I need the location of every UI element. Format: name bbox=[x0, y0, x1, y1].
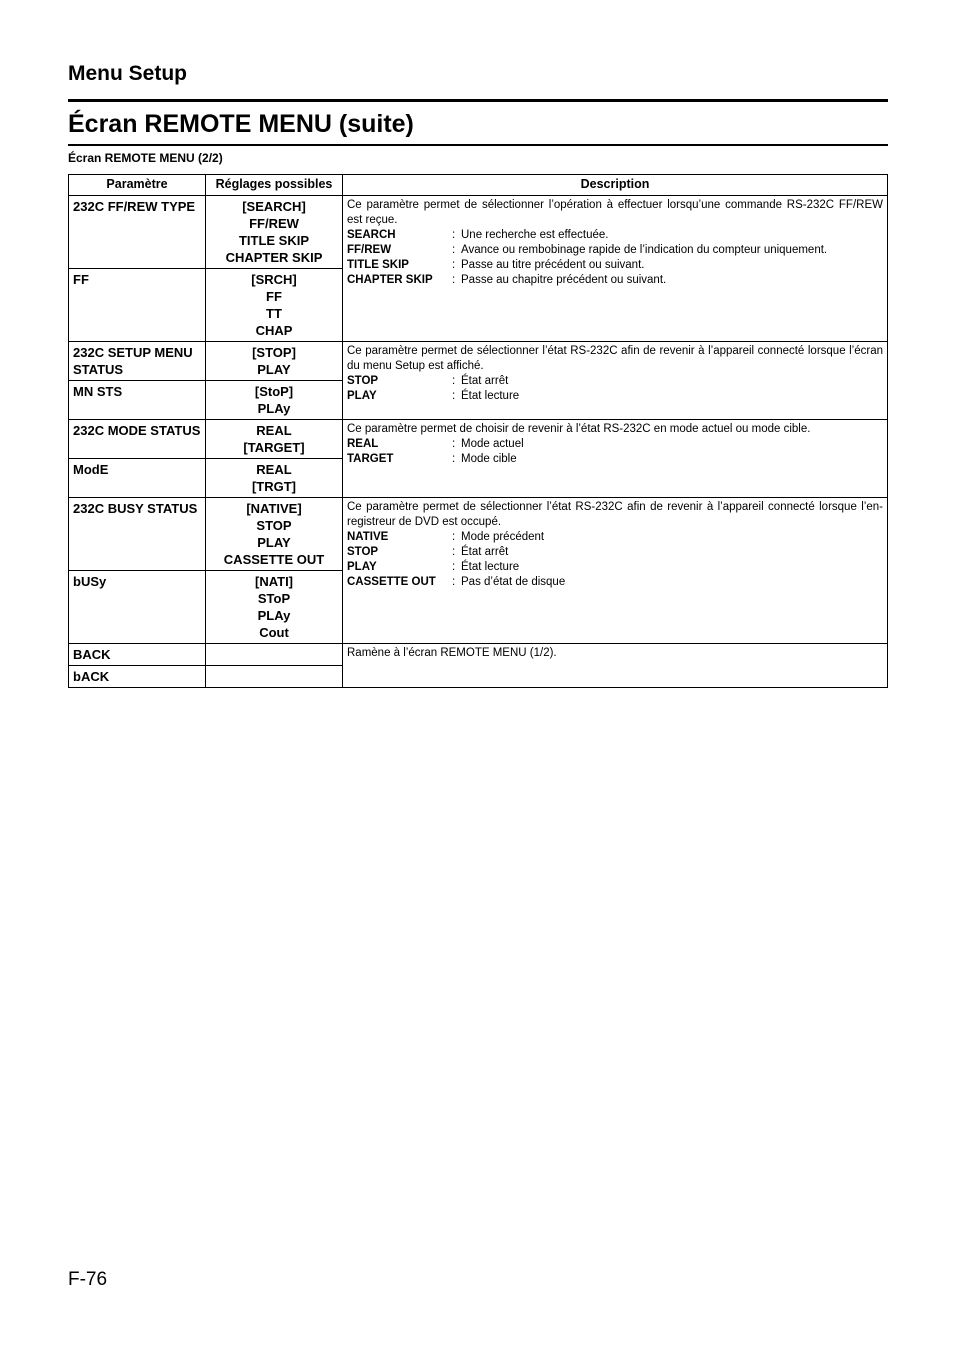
setting-value: TT bbox=[266, 306, 282, 321]
parameter-cell: bACK bbox=[69, 666, 206, 688]
setting-value: CHAP bbox=[255, 323, 293, 338]
option-value: Avance ou rembobinage rapide de l’indication du compteur uniquement. bbox=[461, 244, 828, 256]
setting-value: [STOP] bbox=[252, 345, 296, 360]
page-title: Écran REMOTE MENU (suite) bbox=[68, 110, 414, 138]
option-separator: : bbox=[452, 576, 456, 588]
option-separator: : bbox=[452, 531, 456, 543]
setting-value: REAL bbox=[256, 423, 292, 438]
settings-cell bbox=[206, 666, 343, 688]
settings-cell bbox=[206, 196, 343, 269]
column-header-settings: Réglages possibles bbox=[206, 175, 343, 196]
parameter-table bbox=[68, 174, 888, 688]
parameter-cell: MN STS bbox=[69, 381, 206, 420]
description-cell bbox=[343, 420, 888, 498]
setting-value: PLAY bbox=[257, 535, 291, 550]
option-value: Une recherche est effectuée. bbox=[461, 229, 609, 241]
setting-value: SToP bbox=[257, 591, 291, 606]
option-value: État arrêt bbox=[461, 546, 509, 558]
option-value: Passe au titre précédent ou suivant. bbox=[461, 259, 645, 271]
parameter-cell: BACK bbox=[69, 644, 206, 666]
option-value: Mode actuel bbox=[461, 438, 524, 450]
table-row bbox=[69, 420, 888, 459]
settings-cell bbox=[206, 342, 343, 381]
section-divider bbox=[68, 99, 888, 102]
description-text: Ce paramètre permet de sélectionner l’état RS-232C afin de revenir à l’appareil connecté lorsque l’enregistreur de DVD est occupé. bbox=[347, 501, 883, 528]
option-separator: : bbox=[452, 561, 456, 573]
option-line bbox=[347, 560, 883, 575]
setting-value: REAL bbox=[256, 462, 292, 477]
option-key: PLAY bbox=[347, 561, 377, 573]
option-separator: : bbox=[452, 390, 456, 402]
option-separator: : bbox=[452, 229, 456, 241]
settings-cell bbox=[206, 498, 343, 571]
description-cell bbox=[343, 644, 888, 688]
setting-value: PLAy bbox=[257, 401, 291, 416]
table-row bbox=[69, 342, 888, 381]
option-line bbox=[347, 575, 883, 590]
option-line bbox=[347, 374, 883, 389]
column-header-description: Description bbox=[343, 175, 888, 196]
option-key: FF/REW bbox=[347, 244, 392, 256]
table-body bbox=[69, 196, 888, 688]
option-line bbox=[347, 545, 883, 560]
description-cell bbox=[343, 342, 888, 420]
setting-value: FF bbox=[266, 289, 282, 304]
option-line bbox=[347, 389, 883, 404]
section-title: Menu Setup bbox=[68, 62, 187, 85]
table-row bbox=[69, 196, 888, 269]
settings-cell bbox=[206, 269, 343, 342]
option-value: Passe au chapitre précédent ou suivant. bbox=[461, 274, 667, 286]
setting-value: Cout bbox=[259, 625, 289, 640]
option-separator: : bbox=[452, 375, 456, 387]
setting-value: PLAy bbox=[257, 608, 291, 623]
description-text: Ce paramètre permet de choisir de revenir à l’état RS-232C en mode actuel ou mode cible. bbox=[347, 423, 811, 435]
option-key: REAL bbox=[347, 438, 379, 450]
description-cell bbox=[343, 498, 888, 644]
setting-value: [SRCH] bbox=[251, 272, 297, 287]
parameter-cell: 232C FF/REW TYPE bbox=[69, 196, 206, 269]
option-value: Pas d’état de disque bbox=[461, 576, 566, 588]
setting-value: [TRGT] bbox=[251, 479, 297, 494]
option-value: État lecture bbox=[461, 390, 520, 402]
table-header-row bbox=[69, 175, 888, 196]
option-separator: : bbox=[452, 244, 456, 256]
description-text: Ce paramètre permet de sélectionner l’opération à effectuer lorsqu’une commande RS-232C FF/REW est reçue. bbox=[347, 199, 883, 226]
settings-cell bbox=[206, 381, 343, 420]
option-key: STOP bbox=[347, 546, 379, 558]
parameter-cell: FF bbox=[69, 269, 206, 342]
description-cell bbox=[343, 196, 888, 342]
parameter-cell: bUSy bbox=[69, 571, 206, 644]
setting-value: CASSETTE OUT bbox=[223, 552, 325, 567]
option-line bbox=[347, 243, 883, 258]
option-key: CASSETTE OUT bbox=[347, 576, 436, 588]
settings-cell bbox=[206, 459, 343, 498]
setting-value: FF/REW bbox=[249, 216, 299, 231]
option-line bbox=[347, 273, 883, 288]
option-key: TITLE SKIP bbox=[347, 259, 409, 271]
option-line bbox=[347, 228, 883, 243]
setting-value: [StoP] bbox=[254, 384, 294, 399]
option-separator: : bbox=[452, 274, 456, 286]
option-key: NATIVE bbox=[347, 531, 389, 543]
table-row bbox=[69, 498, 888, 571]
setting-value: CHAPTER SKIP bbox=[225, 250, 323, 265]
description-text: Ramène à l’écran REMOTE MENU (1/2). bbox=[347, 647, 557, 659]
table-row bbox=[69, 644, 888, 666]
option-line bbox=[347, 530, 883, 545]
option-key: TARGET bbox=[347, 453, 394, 465]
option-value: Mode cible bbox=[461, 453, 517, 465]
option-line bbox=[347, 452, 883, 467]
setting-value: PLAY bbox=[257, 362, 291, 377]
option-key: CHAPTER SKIP bbox=[347, 274, 433, 286]
option-key: STOP bbox=[347, 375, 379, 387]
option-value: État arrêt bbox=[461, 375, 509, 387]
description-text: Ce paramètre permet de sélectionner l’état RS-232C afin de revenir à l’appareil connecté lorsque l’écran du menu Setup est affiché. bbox=[347, 345, 883, 372]
option-separator: : bbox=[452, 453, 456, 465]
settings-cell bbox=[206, 571, 343, 644]
setting-value: STOP bbox=[256, 518, 292, 533]
setting-value: [NATIVE] bbox=[246, 501, 302, 516]
setting-value: [SEARCH] bbox=[242, 199, 306, 214]
parameter-cell: 232C MODE STATUS bbox=[69, 420, 206, 459]
setting-value: [NATI] bbox=[254, 574, 294, 589]
option-separator: : bbox=[452, 546, 456, 558]
settings-cell bbox=[206, 644, 343, 666]
option-value: État lecture bbox=[461, 561, 520, 573]
table-caption: Écran REMOTE MENU (2/2) bbox=[68, 151, 223, 165]
option-key: PLAY bbox=[347, 390, 377, 402]
parameter-cell: ModE bbox=[69, 459, 206, 498]
option-key: SEARCH bbox=[347, 229, 396, 241]
setting-value: TITLE SKIP bbox=[238, 233, 310, 248]
option-separator: : bbox=[452, 438, 456, 450]
option-separator: : bbox=[452, 259, 456, 271]
parameter-cell: 232C SETUP MENU STATUS bbox=[69, 342, 206, 381]
option-line bbox=[347, 437, 883, 452]
parameter-cell: 232C BUSY STATUS bbox=[69, 498, 206, 571]
page-number: F-76 bbox=[68, 1269, 108, 1290]
setting-value: [TARGET] bbox=[243, 440, 305, 455]
title-divider bbox=[68, 144, 888, 146]
option-value: Mode précédent bbox=[461, 531, 545, 543]
option-line bbox=[347, 258, 883, 273]
settings-cell bbox=[206, 420, 343, 459]
column-header-parameter: Paramètre bbox=[69, 175, 206, 196]
